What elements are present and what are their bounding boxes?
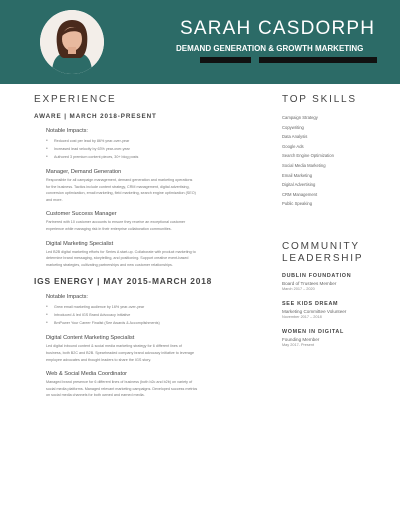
skill-item: Copywriting — [282, 124, 304, 130]
description-line: employee advocates and thought leaders to share the IGS story. — [46, 357, 152, 362]
skill-item: Social Media Marketing — [282, 162, 326, 168]
role-description — [46, 219, 266, 232]
impact-item: • BmPower Your Career Finalist (See Awards & Accomplishments) — [46, 319, 266, 327]
impact-item: • Authored 3 premium content pieces, 30+ blog posts — [46, 153, 266, 161]
skill-item: Campaign Strategy — [282, 115, 318, 120]
experience-column — [34, 94, 266, 407]
org-name: SEE KIDS DREAM — [282, 300, 339, 307]
description-line: business, both B2C and B2B. Spearheaded company brand advocacy initiative to leverage — [46, 350, 195, 355]
impacts-label: Notable Impacts: — [46, 128, 88, 134]
impact-item: • Reduced cost per lead by 86% year-over-year — [46, 137, 266, 145]
skills-heading: TOP SKILLS — [282, 94, 357, 105]
experience-heading: EXPERIENCE — [34, 94, 117, 105]
contact-info-redacted — [200, 57, 377, 63]
impacts-list — [46, 303, 266, 327]
impact-item: • Introduced & led IGS Brand Advocacy initiative — [46, 311, 266, 319]
description-line: marketing strategies, cultivating partnerships and new customer relationships. — [46, 262, 173, 267]
description-line: social media platforms. Managed relevant marketing campaigns. Developed success metrics — [46, 386, 198, 391]
org-name: WOMEN IN DIGITAL — [282, 328, 345, 335]
skill-item: Google Ads — [282, 143, 304, 149]
impact-item: • Increased lead velocity by 63% year-over-year — [46, 145, 266, 153]
description-line: Responsible for all campaign management, demand generation and marketing operations — [46, 178, 193, 182]
skills-list — [282, 113, 392, 209]
role-title: Web & Social Media Coordinator — [46, 371, 128, 378]
description-line: Led B2B digital marketing efforts for Series A start-up. Collaborate with product marketing to — [46, 249, 196, 254]
candidate-name: SARAH CASDORPH — [180, 18, 376, 39]
role-title: Customer Success Manager — [46, 211, 117, 218]
community-heading: COMMUNITY LEADERSHIP — [282, 240, 364, 264]
org-name: DUBLIN FOUNDATION — [282, 272, 352, 279]
company-heading: IGS ENERGY | MAY 2015-MARCH 2018 — [34, 276, 213, 287]
role-title: Digital Marketing Specialist — [46, 240, 114, 247]
org-role: Marketing Committee Volunteer — [282, 308, 347, 314]
company-heading: AWARE | MARCH 2018-PRESENT — [34, 113, 157, 120]
description-line: experience while managing risk in their enterprise collaboration communities. — [46, 226, 172, 231]
org-date: March 2017 – 2020 — [282, 286, 315, 291]
header-banner — [0, 0, 400, 84]
org-date: May 2017- Present — [282, 342, 315, 347]
impacts-label: Notable Impacts: — [46, 294, 88, 301]
impact-item: • Grew email marketing audience by 16% year-over-year — [46, 303, 266, 311]
skill-item: CRM Management — [282, 191, 318, 197]
skill-item: Public Speaking — [282, 201, 313, 207]
description-line: Managed brand presence for 6 different lines of business (both b2c and b2b) on variety of — [46, 380, 193, 385]
description-line: for the business. Tactics include content strategy, CRM management, digital advertising, — [46, 184, 190, 189]
role-description — [46, 177, 266, 203]
impacts-list — [46, 137, 266, 161]
description-line: determine brand messaging, storytelling, and positioning. Support creative event-based — [46, 256, 189, 261]
org-role: Board of Trustees Member — [282, 280, 337, 286]
profile-photo — [40, 10, 104, 74]
role-description — [46, 343, 266, 363]
description-line: Led digital inbound content & social media marketing strategy for 6 different lines of — [46, 344, 182, 349]
skill-item: Digital Advertising — [282, 182, 316, 188]
role-title: Manager, Demand Generation — [46, 169, 122, 175]
org-role: Founding Member — [282, 336, 320, 342]
skill-item: Search Engine Optimization — [282, 153, 334, 159]
role-description — [46, 249, 266, 269]
description-line: on social media channels for both owned and earned media. — [46, 393, 145, 398]
skill-item: Email Marketing — [282, 172, 313, 178]
candidate-title: DEMAND GENERATION & GROWTH MARKETING — [176, 44, 364, 53]
description-line: and more. — [46, 197, 63, 202]
role-description — [46, 379, 266, 399]
description-line: Partnered with 10 customer accounts to ensure they receive an exceptional customer — [46, 220, 186, 225]
sidebar-column — [282, 94, 392, 357]
role-title: Digital Content Marketing Specialist — [46, 335, 135, 342]
skill-item: Data Analysis — [282, 134, 308, 140]
description-line: conversion optimization, email marketing, field marketing, search engine optimization (SEO) — [46, 191, 196, 196]
org-date: November 2017 – 2018 — [282, 314, 322, 319]
